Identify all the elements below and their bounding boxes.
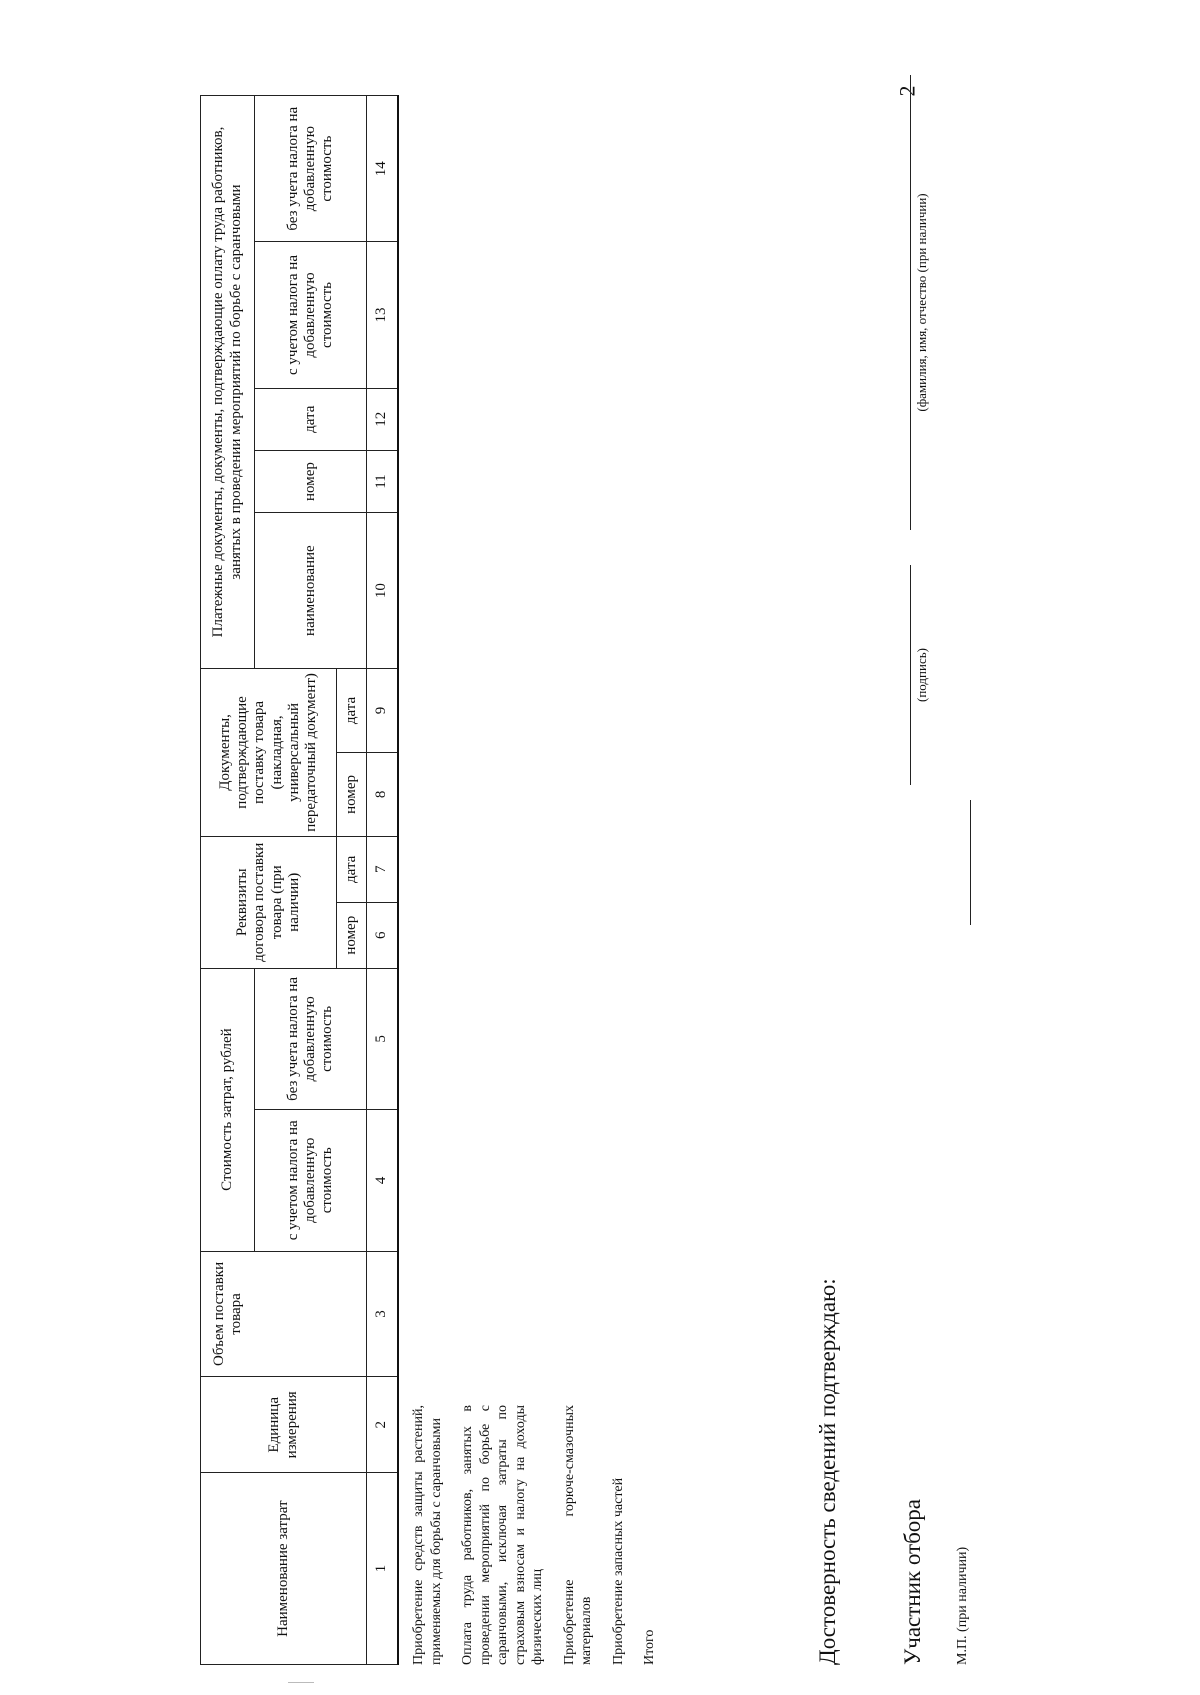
header-contract-number: номер [337, 902, 367, 968]
header-payment-date: дата [255, 388, 367, 450]
row-label: Приобретение горюче-смазочных материалов [561, 1405, 594, 1665]
column-number: 11 [367, 450, 399, 512]
cost-rows [410, 1405, 673, 1665]
name-field [910, 75, 911, 530]
column-number: 6 [367, 902, 399, 968]
signature-caption: (подпись) [914, 648, 929, 702]
column-number: 13 [367, 242, 399, 388]
column-number: 10 [367, 513, 399, 669]
rotated-page [110, 65, 1200, 1665]
header-cost-group: Стоимость затрат, рублей [201, 968, 255, 1251]
header-volume: Объем поставки товара [201, 1251, 367, 1377]
header-unit: Единица измерения [201, 1377, 367, 1473]
column-number: 2 [367, 1377, 399, 1473]
participant-label: Участник отбора [900, 1498, 925, 1665]
header-payment-title: наименование [255, 513, 367, 669]
column-number: 3 [367, 1251, 399, 1377]
cost-table [200, 95, 399, 1665]
column-number: 4 [367, 1110, 399, 1251]
stamp-label: М.П. (при наличии) [955, 1546, 970, 1665]
header-delivery-date: дата [337, 669, 367, 753]
name-caption: (фамилия, имя, отчество (при наличии) [914, 193, 929, 412]
header-payment-without-vat: без учета налога на добавленную стоимость [255, 96, 367, 242]
header-payment-group: Платежные документы, документы, подтверждающие оплату труда работников, занятых в проведении мероприятий по борьбе с саранчовыми [201, 96, 255, 669]
row-label: Приобретение средств защиты растений, применяемых для борьбы с саранчовыми [411, 1405, 444, 1665]
column-number: 14 [367, 96, 399, 242]
header-name: Наименование затрат [201, 1473, 367, 1665]
header-cost-with-vat: с учетом налога на добавленную стоимость [255, 1110, 367, 1251]
header-contract-date: дата [337, 836, 367, 902]
column-number: 7 [367, 836, 399, 902]
signature-line [970, 800, 971, 925]
column-number: 8 [367, 752, 399, 836]
header-delivery-number: номер [337, 752, 367, 836]
column-number: 1 [367, 1473, 399, 1665]
header-contract-group: Реквизиты договора поставки товара (при наличии) [201, 836, 337, 968]
scan-mark [288, 1682, 314, 1683]
row-label: Приобретение запасных частей [610, 1477, 626, 1665]
confirmation-text: Достоверность сведений подтверждаю: [815, 1278, 840, 1665]
page-number: 2 [894, 85, 920, 97]
signature-field [910, 565, 911, 785]
header-payment-number: номер [255, 450, 367, 512]
header-cost-without-vat: без учета налога на добавленную стоимость [255, 968, 367, 1109]
row-label: Оплата труда работников, занятых в проведении мероприятий по борьбе с саранчовыми, исключая затраты по страховым взносам и налогу на доходы физических лиц [460, 1405, 545, 1665]
row-total: Итого [642, 1629, 657, 1665]
column-number: 5 [367, 968, 399, 1109]
column-number: 9 [367, 669, 399, 753]
column-number: 12 [367, 388, 399, 450]
header-payment-with-vat: с учетом налога на добавленную стоимость [255, 242, 367, 388]
header-delivery-group: Документы, подтверждающие поставку товара (накладная, универсальный передаточный документ) [201, 669, 337, 837]
